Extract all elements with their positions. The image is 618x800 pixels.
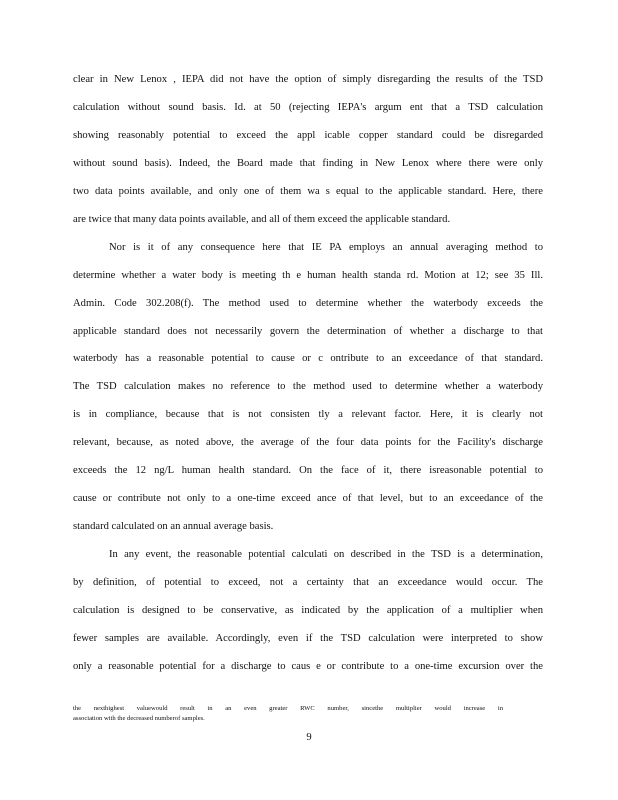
body-text-line: Admin. Code 302.208(f). The method used to determine whether the waterbody exceeds the — [73, 298, 543, 309]
body-text-line: by definition, of potential to exceed, not a certainty that an exceedance would occur. The — [73, 577, 543, 588]
body-text-line: relevant, because, as noted above, the average of the four data points for the Facility's discharge — [73, 437, 543, 448]
footnote-line: the nexthighest valuewould result in an even greater RWC number, sincethe multiplier would increase in — [73, 705, 503, 712]
body-text-line: clear in New Lenox , IEPA did not have the option of simply disregarding the results of the TSD — [73, 74, 543, 85]
body-text-line: standard calculated on an annual average basis. — [73, 521, 274, 532]
body-text-line: In any event, the reasonable potential calculati on described in the TSD is a determination, — [109, 549, 543, 560]
body-text-line: calculation is designed to be conservative, as indicated by the application of a multiplier when — [73, 605, 543, 616]
body-text-line: are twice that many data points available, and all of them exceed the applicable standard. — [73, 214, 451, 225]
body-text-line: only a reasonable potential for a discharge to caus e or contribute to a one-time excursion over the — [73, 661, 543, 672]
body-text-line: is in compliance, because that is not consisten tly a relevant factor. Here, it is clearly not — [73, 409, 543, 420]
body-text-line: exceeds the 12 ng/L human health standard. On the face of it, there isreasonable potential to — [73, 465, 543, 476]
body-text-line: Nor is it of any consequence here that IE PA employs an annual averaging method to — [109, 242, 543, 253]
body-text-line: showing reasonably potential to exceed the appl icable copper standard could be disregarded — [73, 130, 543, 141]
page-number: 9 — [306, 732, 312, 743]
body-text-line: applicable standard does not necessarily govern the determination of whether a discharge to that — [73, 326, 543, 337]
body-text-line: calculation without sound basis. Id. at 50 (rejecting IEPA's argum ent that a TSD calculation — [73, 102, 543, 113]
body-text-line: two data points available, and only one of them wa s equal to the applicable standard. Here, there — [73, 186, 543, 197]
body-text-line: The TSD calculation makes no reference to the method used to determine whether a waterbody — [73, 381, 543, 392]
body-text-line: without sound basis). Indeed, the Board made that finding in New Lenox where there were only — [73, 158, 543, 169]
body-text-line: cause or contribute not only to a one-time exceed ance of that level, but to an exceedance of the — [73, 493, 543, 504]
body-text-line: determine whether a water body is meeting th e human health standa rd. Motion at 12; see 35 Ill. — [73, 270, 543, 281]
body-text-line: waterbody has a reasonable potential to cause or c ontribute to an exceedance of that standard. — [73, 353, 543, 364]
footnote-line: association with the decreased numberof samples. — [73, 715, 205, 722]
body-text-line: fewer samples are available. Accordingly, even if the TSD calculation were interpreted to show — [73, 633, 543, 644]
